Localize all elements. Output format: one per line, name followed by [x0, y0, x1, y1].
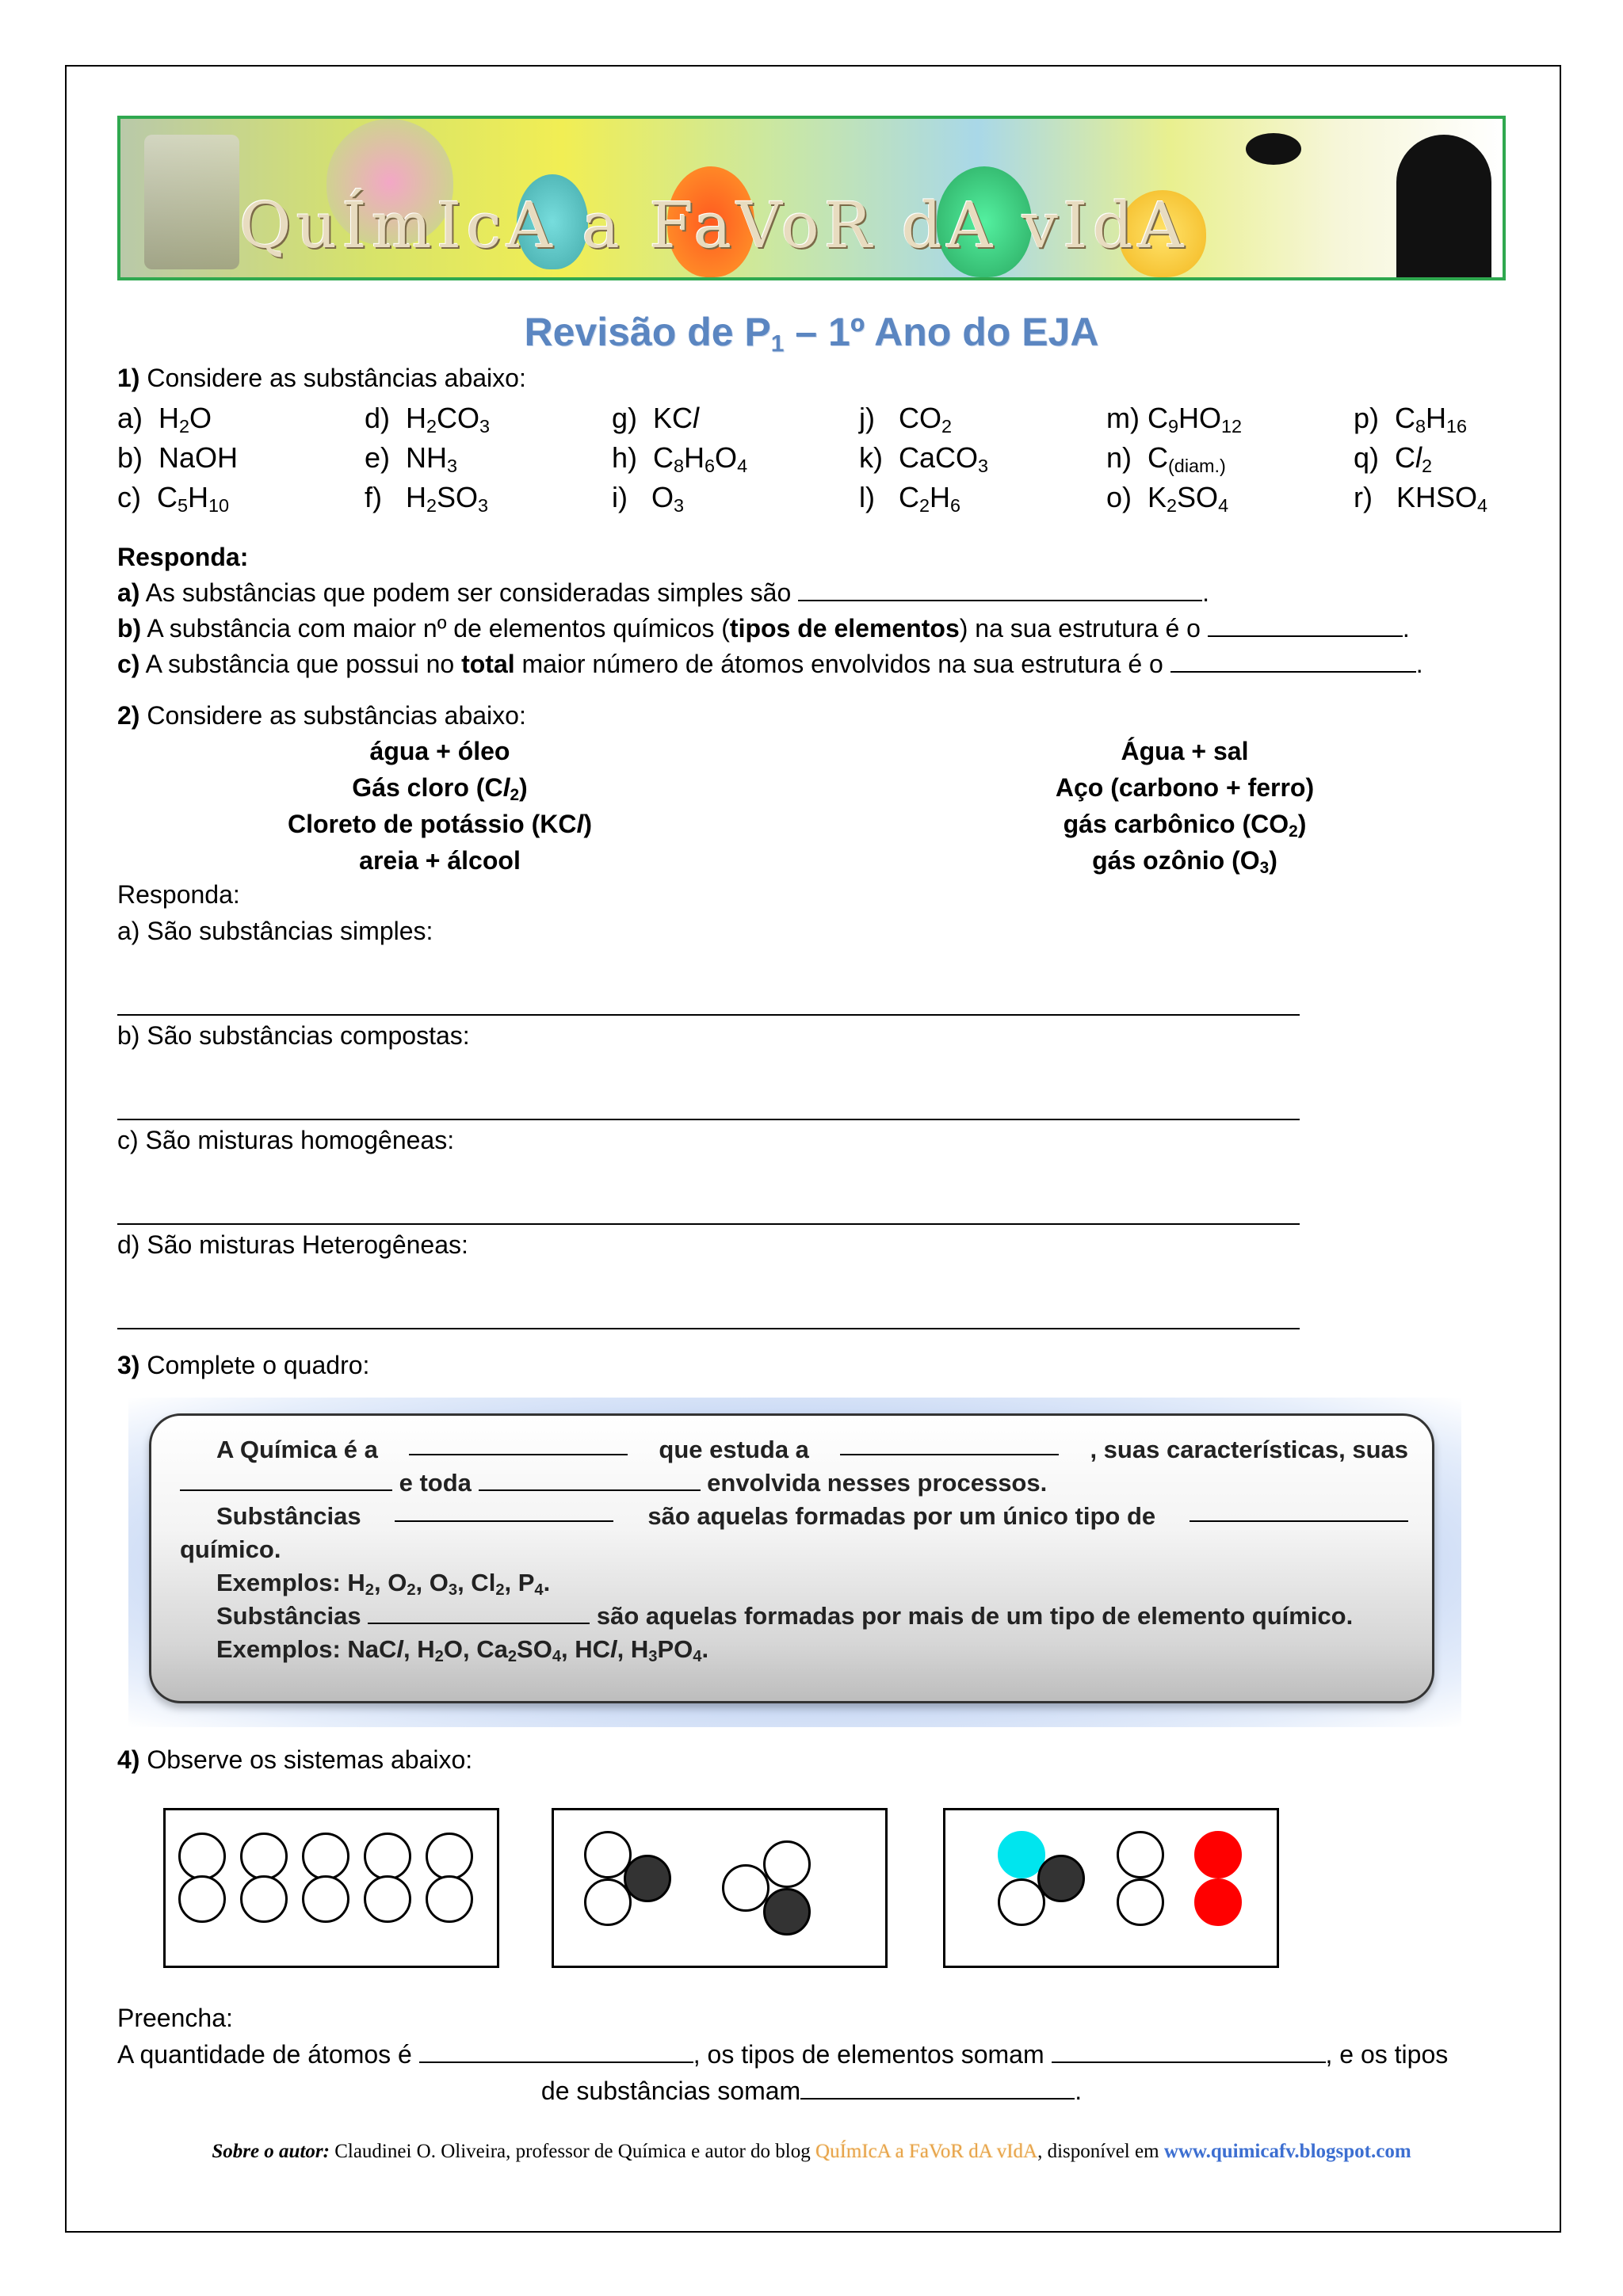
- q2-left-item: Gás cloro $(Cl_2)$: [352, 773, 528, 805]
- substance-b: b) NaOH: [117, 441, 239, 474]
- footer-url[interactable]: www.quimicafv.blogspot.com: [1163, 2141, 1411, 2162]
- q1-intro: 1) Considere as substâncias abaixo:: [117, 364, 526, 392]
- answer-line[interactable]: [117, 1119, 1300, 1120]
- q3-intro: 3) Complete o quadro:: [117, 1351, 370, 1379]
- atom-white: [302, 1875, 349, 1923]
- q2-item-d: d) São misturas Heterogêneas:: [117, 1230, 468, 1259]
- q2-left-column: [238, 733, 642, 879]
- q1-respond: Responda:: [117, 543, 249, 571]
- apparatus-illustration: [144, 135, 239, 269]
- atom-white: [302, 1833, 349, 1880]
- answer-line[interactable]: [117, 1328, 1300, 1329]
- substance-f: f) $H_2SO_3$: [365, 481, 489, 516]
- substance-d: d) $H_2CO_3$: [365, 402, 491, 437]
- q4-fill-label: Preencha:: [117, 2004, 233, 2032]
- header-banner: [117, 116, 1506, 280]
- substance-p: p) $C_8H_{16}$: [1354, 402, 1468, 437]
- substance-h: h) $C_8H_6O_4$: [612, 441, 748, 476]
- substance-o: o) $K_2SO_4$: [1106, 481, 1229, 516]
- q2-right-item: gás ozônio $(O_3)$: [1092, 846, 1277, 878]
- q2-right-column: [983, 733, 1387, 879]
- substance-m: m) $C_9HO_{12}$: [1106, 402, 1243, 437]
- answer-line[interactable]: [117, 1014, 1300, 1016]
- substance-n: n) $C_{(diam.)}$: [1106, 441, 1226, 476]
- atom-white: [426, 1875, 473, 1923]
- atom-dark: [763, 1888, 811, 1936]
- substance-a: a) $H_2O$: [117, 402, 212, 437]
- box-line-7: Exemplos: NaCl, $H_2O$, $Ca_2SO_4$, HCl, $H_3PO_4$.: [216, 1635, 709, 1666]
- q1-item-c: c) A substância que possui no total maior número de átomos envolvidos na sua estrutura é o .: [117, 646, 1506, 682]
- answer-blank[interactable]: [800, 2074, 1075, 2100]
- atom-white: [364, 1875, 411, 1923]
- answer-blank[interactable]: [419, 2038, 693, 2063]
- box-line-6: Substâncias são aquelas formadas por mais de um tipo de elemento químico.: [216, 1602, 1354, 1630]
- answer-blank[interactable]: [1170, 647, 1416, 673]
- box-line-2: e toda envolvida nesses processos.: [180, 1466, 1408, 1500]
- atom-red: [1194, 1831, 1242, 1878]
- banner-title: QuÍmIcA a FaVoR dA vIdA: [239, 189, 1189, 262]
- couple-silhouette: [1396, 135, 1491, 280]
- system-2: [552, 1808, 888, 1968]
- answer-line[interactable]: [117, 1223, 1300, 1225]
- answer-blank[interactable]: [180, 1469, 392, 1491]
- box-line-3: Substâncias são aquelas formadas por um único tipo de: [216, 1500, 1408, 1533]
- fill-in-box: [149, 1413, 1434, 1703]
- answer-blank[interactable]: [798, 576, 1202, 601]
- q2-right-item: Água + sal: [1121, 737, 1249, 765]
- answer-blank[interactable]: [1208, 612, 1403, 637]
- system-3: [943, 1808, 1279, 1968]
- q2-item-a: a) São substâncias simples:: [117, 917, 433, 945]
- substance-l: l) $C_2H_6$: [859, 481, 961, 516]
- atom-white: [722, 1864, 769, 1912]
- box-line-1: A Química é a que estuda a , suas características, suas: [216, 1433, 1408, 1466]
- q2-left-item: água + óleo: [369, 737, 510, 765]
- atom-white: [1117, 1878, 1164, 1926]
- atom-white: [426, 1833, 473, 1880]
- q2-left-item: Cloreto de potássio (KCl): [287, 810, 592, 838]
- q2-item-c: c) São misturas homogêneas:: [117, 1126, 455, 1154]
- atom-white: [1117, 1831, 1164, 1878]
- system-1: [163, 1808, 499, 1968]
- answer-blank[interactable]: [368, 1602, 590, 1624]
- footer-blog-name: QuÍmIcA a FaVoR dA vIdA: [815, 2141, 1038, 2162]
- q1-item-a: a) As substâncias que podem ser consideradas simples são .: [117, 574, 1506, 611]
- answer-blank[interactable]: [395, 1500, 613, 1522]
- substance-i: i) $O_3$: [612, 481, 685, 516]
- atom-white: [240, 1833, 288, 1880]
- q2-respond: Responda:: [117, 880, 240, 909]
- answer-blank[interactable]: [1190, 1500, 1408, 1522]
- atom-white: [178, 1875, 226, 1923]
- q1-substance-list: [117, 399, 1585, 517]
- q1-item-b: b) A substância com maior nº de elementos químicos (tipos de elementos) na sua estrutura é o .: [117, 610, 1506, 646]
- substance-q: q) $Cl_2$: [1354, 441, 1433, 476]
- q4-fill-line-2: de substâncias somam .: [117, 2073, 1506, 2109]
- atom-dark: [1037, 1855, 1085, 1902]
- q2-right-item: gás carbônico $(CO_2)$: [1063, 810, 1307, 841]
- cupid-silhouette: [1246, 133, 1301, 165]
- q2-intro: 2) Considere as substâncias abaixo:: [117, 701, 526, 730]
- q4-fill-line-1: A quantidade de átomos é , os tipos de elementos somam , e os tipos: [117, 2036, 1506, 2073]
- atom-dark: [624, 1855, 671, 1902]
- box-line-4: químico.: [180, 1535, 281, 1563]
- answer-blank[interactable]: [409, 1433, 628, 1455]
- substance-j: j) $CO_2$: [859, 402, 953, 437]
- atom-white: [240, 1875, 288, 1923]
- atom-red: [1194, 1878, 1242, 1926]
- answer-blank[interactable]: [479, 1469, 701, 1491]
- answer-blank[interactable]: [840, 1433, 1059, 1455]
- q2-item-b: b) São substâncias compostas:: [117, 1021, 470, 1050]
- atom-white: [364, 1833, 411, 1880]
- substance-e: e) $NH_3$: [365, 441, 458, 476]
- substance-c: c) $C_5H_{10}$: [117, 481, 230, 516]
- box-line-5: Exemplos: $H_2$, $O_2$, $O_3$, $Cl_2$, $P_4$.: [216, 1569, 551, 1600]
- substance-g: g) KCl: [612, 402, 700, 434]
- q2-right-item: Aço (carbono + ferro): [1055, 773, 1315, 802]
- q4-intro: 4) Observe os sistemas abaixo:: [117, 1745, 473, 1774]
- substance-r: r) $KHSO_4$: [1354, 481, 1488, 516]
- page-title: Revisão de $P_1$ – 1º Ano do EJA: [524, 310, 1099, 357]
- q2-left-item: areia + álcool: [359, 846, 521, 875]
- substance-k: k) CaCO$_3$: [859, 441, 989, 476]
- atom-white: [178, 1833, 226, 1880]
- footer: Sobre o autor: Claudinei O. Oliveira, professor de Química e autor do blog QuÍmIcA a FaVoR dA vIdA, disponível em www.quimicafv.blogspot.com: [212, 2141, 1411, 2162]
- answer-blank[interactable]: [1052, 2038, 1326, 2063]
- atom-white: [763, 1840, 811, 1888]
